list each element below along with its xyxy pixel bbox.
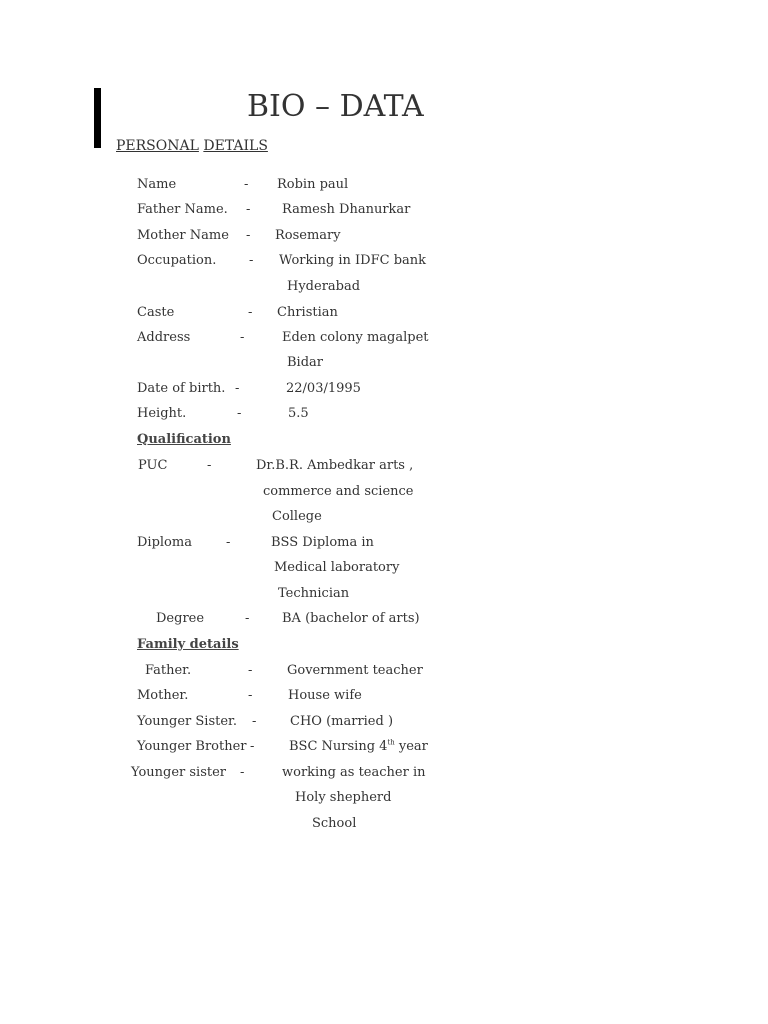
occupation-separator: - <box>249 253 254 268</box>
personal-details-word1: PERSONAL <box>116 138 199 154</box>
height-label: Height. <box>137 406 187 421</box>
dob-separator: - <box>235 381 240 396</box>
dob-value: 22/03/1995 <box>286 381 361 396</box>
puc-label: PUC <box>138 458 168 473</box>
qualification-heading: Qualification <box>137 432 231 447</box>
younger-sister2-label: Younger sister <box>131 765 227 780</box>
diploma-value-line3: Technician <box>278 586 350 601</box>
address-value-line2: Bidar <box>287 355 323 370</box>
puc-separator: - <box>207 458 212 473</box>
family-mother-value: House wife <box>288 688 362 703</box>
father-name-separator: - <box>246 202 251 217</box>
address-label: Address <box>137 330 191 345</box>
degree-label: Degree <box>156 611 205 626</box>
younger-sister-label: Younger Sister. <box>137 714 237 729</box>
younger-brother-value-prefix: BSC Nursing 4 <box>289 739 388 754</box>
degree-separator: - <box>245 611 250 626</box>
height-value: 5.5 <box>288 406 309 421</box>
younger-sister-value: CHO (married ) <box>290 714 394 729</box>
father-name-value: Ramesh Dhanurkar <box>282 202 411 217</box>
occupation-value-line2: Hyderabad <box>287 279 361 294</box>
name-value: Robin paul <box>277 177 349 192</box>
family-father-separator: - <box>248 663 253 678</box>
family-details-heading: Family details <box>137 637 239 652</box>
degree-value: BA (bachelor of arts) <box>282 611 420 626</box>
younger-brother-value <box>289 738 428 756</box>
family-father-label: Father. <box>145 663 192 678</box>
puc-value-line3: College <box>272 509 322 524</box>
family-mother-separator: - <box>248 688 253 703</box>
younger-sister2-value-line2: Holy shepherd <box>295 790 392 805</box>
personal-details-heading <box>116 137 268 155</box>
document-title: BIO – DATA <box>247 89 424 124</box>
height-separator: - <box>237 406 242 421</box>
personal-details-word2: DETAILS <box>203 138 268 154</box>
occupation-value-line1: Working in IDFC bank <box>279 253 427 268</box>
family-mother-label: Mother. <box>137 688 189 703</box>
younger-sister2-separator: - <box>240 765 245 780</box>
younger-sister2-value-line3: School <box>312 816 357 831</box>
address-separator: - <box>240 330 245 345</box>
puc-value-line2: commerce and science <box>263 484 414 499</box>
younger-sister-separator: - <box>252 714 257 729</box>
younger-sister2-value-line1: working as teacher in <box>282 765 426 780</box>
mother-name-value: Rosemary <box>275 228 341 243</box>
name-label: Name <box>137 177 177 192</box>
dob-label: Date of birth. <box>137 381 226 396</box>
diploma-separator: - <box>226 535 231 550</box>
caste-value: Christian <box>277 305 338 320</box>
diploma-value-line1: BSS Diploma in <box>271 535 374 550</box>
younger-brother-separator: - <box>250 739 255 754</box>
puc-value-line1: Dr.B.R. Ambedkar arts , <box>256 458 414 473</box>
mother-name-label: Mother Name <box>137 228 229 243</box>
family-father-value: Government teacher <box>287 663 423 678</box>
caste-label: Caste <box>137 305 175 320</box>
margin-change-bar <box>94 88 101 148</box>
address-value-line1: Eden colony magalpet <box>282 330 429 345</box>
caste-separator: - <box>248 305 253 320</box>
diploma-label: Diploma <box>137 535 192 550</box>
diploma-value-line2: Medical laboratory <box>274 560 400 575</box>
father-name-label: Father Name. <box>137 202 228 217</box>
mother-name-separator: - <box>246 228 251 243</box>
younger-brother-value-suffix: year <box>394 739 428 754</box>
younger-brother-value-sup: th <box>387 738 395 747</box>
name-separator: - <box>244 177 249 192</box>
occupation-label: Occupation. <box>137 253 217 268</box>
younger-brother-label: Younger Brother <box>137 739 247 754</box>
